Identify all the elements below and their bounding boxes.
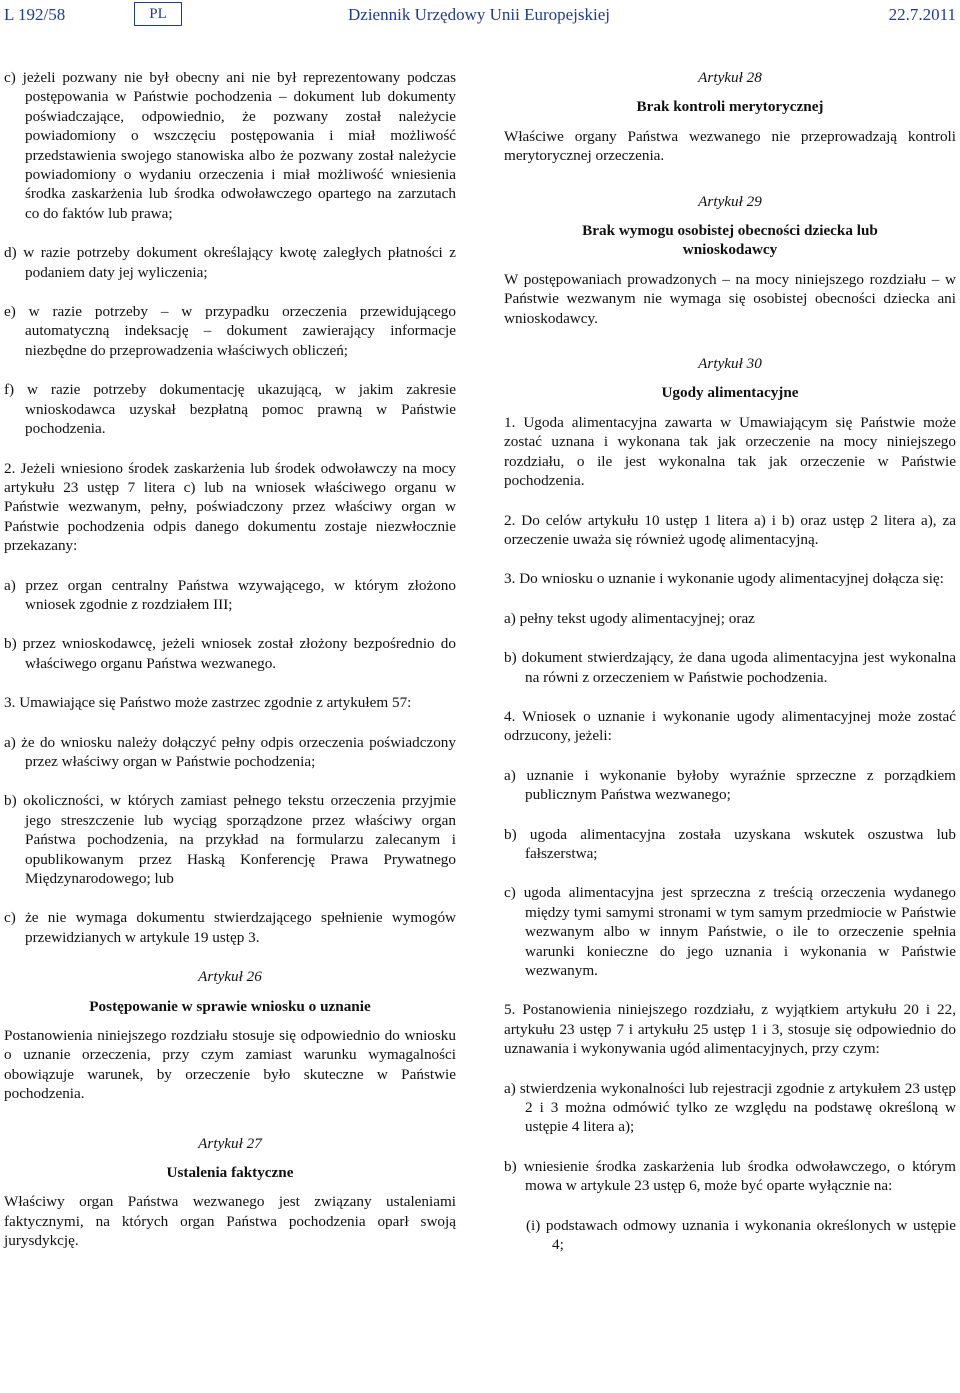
article-29-title: Brak wymogu osobistej obecności dziecka lub wnioskodawcy xyxy=(582,222,878,259)
journal-title: Dziennik Urzędowy Unii Europejskiej xyxy=(348,5,611,24)
right-paragraph-3: 3. Do wniosku o uznanie i wykonanie ugody alimentacyjnej dołącza się: xyxy=(504,570,944,588)
right-paragraph-4: 4. Wniosek o uznanie i wykonanie ugody alimentacyjnej może zostać odrzucony, jeżeli: xyxy=(504,707,956,745)
article-30-title: Ugody alimentacyjne xyxy=(661,384,799,402)
right-paragraph-3a: a) pełny tekst ugody alimentacyjnej; oraz xyxy=(504,609,755,627)
left-paragraph-2: 2. Jeżeli wniesiono środek zaskarżenia lub środek odwoławczy na mocy artykułu 23 ustęp 7 litera c) lub na wniosek właściwego organu w Państwie wezwanym, pełny, poświadczony przez właściwy organ w Państwie pochodzenia odpis danego dokumentu zostaje niezwłocznie przekazany: xyxy=(4,459,456,555)
left-paragraph-2a: a) przez organ centralny Państwa wzywającego, w którym złożono wniosek zgodnie z rozdziałem III; xyxy=(4,576,456,613)
article-26-heading: Artykuł 26 xyxy=(198,968,262,986)
article-26-title: Postępowanie w sprawie wniosku o uznanie xyxy=(89,997,371,1015)
article-27-title: Ustalenia faktyczne xyxy=(166,1164,294,1182)
right-paragraph-4a: a) uznanie i wykonanie byłoby wyraźnie sprzeczne z porządkiem publicznym Państwa wezwanego; xyxy=(504,766,956,804)
article-30-heading: Artykuł 30 xyxy=(698,355,762,373)
article-29-text: W postępowaniach prowadzonych – na mocy niniejszego rozdziału – w Państwie wezwanym nie wymaga się osobistej obecności dziecka ani wnioskodawcy. xyxy=(504,270,956,327)
publication-date: 22.7.2011 xyxy=(888,5,956,24)
language-badge: PL xyxy=(134,2,182,26)
article-26-text: Postanowienia niniejszego rozdziału stosuje się odpowiednio do wniosku o uznanie orzeczenia, przy czym zamiast warunku wymagalności obowiązuje warunek, by orzeczenie było skuteczne w Państwie pochodzenia. xyxy=(4,1027,456,1103)
right-paragraph-5: 5. Postanowienia niniejszego rozdziału, z wyjątkiem artykułu 20 i 22, artykułu 23 ustęp 7 i artykułu 25 ustęp 1 i 3, stosuje się odpowiednio do uznawania i wykonywania ugód alimentacyjnych, przy czym: xyxy=(504,1001,956,1058)
page-header xyxy=(0,0,960,30)
article-27-heading: Artykuł 27 xyxy=(198,1134,262,1152)
left-paragraph-3c: c) że nie wymaga dokumentu stwierdzającego spełnienie wymogów przewidzianych w artykule 19 ustęp 3. xyxy=(4,909,456,946)
left-paragraph-2b: b) przez wnioskodawcę, jeżeli wniosek został złożony bezpośrednio do właściwego organu Państwa wezwanego. xyxy=(4,635,456,672)
left-item-d: d) w razie potrzeby dokument określający kwotę zaległych płatności z podaniem daty jej wyliczenia; xyxy=(4,244,456,281)
left-item-c: c) jeżeli pozwany nie był obecny ani nie był reprezentowany podczas postępowania w Państwie pochodzenia – dokument lub dokumenty poświadczające, odpowiednio, że pozwany został należycie powiadomiony o wszczęciu postępowania i miał możliwość przedstawienia swojego stanowiska albo że pozwany został należycie powiadomiony o wydaniu orzeczenia i miał możliwość wniesienia środka zaskarżenia lub środka odwoławczego opartego na zarzutach co do faktów lub prawa; xyxy=(4,69,456,222)
right-paragraph-4c: c) ugoda alimentacyjna jest sprzeczna z treścią orzeczenia wydanego między tymi samymi stronami w tym samym przedmiocie w Państwie wezwanym albo w innym Państwie, o ile to orzeczenie spełnia warunki konieczne do jego uznania i wykonania w Państwie wezwanym. xyxy=(504,884,956,979)
left-paragraph-3a: a) że do wniosku należy dołączyć pełny odpis orzeczenia poświadczony przez właściwy organ w Państwie pochodzenia; xyxy=(4,733,456,770)
right-paragraph-1: 1. Ugoda alimentacyjna zawarta w Umawiającym się Państwie może zostać uznana i wykonana tak jak orzeczenie na mocy niniejszego rozdziału, o ile jest wykonalna tak jak orzeczenie w Państwie pochodzenia. xyxy=(504,413,956,490)
right-paragraph-3b: b) dokument stwierdzający, że dana ugoda alimentacyjna jest wykonalna na równi z orzeczeniem w Państwie pochodzenia. xyxy=(504,649,956,686)
article-27-text: Właściwy organ Państwa wezwanego jest związany ustaleniami faktycznymi, na których organ Państwa pochodzenia oparł swoją jurysdykcję. xyxy=(4,1193,456,1250)
right-paragraph-5a: a) stwierdzenia wykonalności lub rejestracji zgodnie z artykułem 23 ustęp 2 i 3 można odmówić tylko ze względu na podstawę określoną w ustępie 4 litera a); xyxy=(504,1079,956,1136)
article-28-title: Brak kontroli merytorycznej xyxy=(636,98,824,116)
left-item-f: f) w razie potrzeby dokumentację ukazującą, w jakim zakresie wnioskodawca uzyskał bezpłatną pomoc prawną w Państwie pochodzenia. xyxy=(4,381,456,438)
left-column xyxy=(4,68,456,1251)
right-paragraph-5b: b) wniesienie środka zaskarżenia lub środka odwoławczego, o którym mowa w artykule 23 ustęp 6, może być oparte wyłącznie na: xyxy=(504,1157,956,1195)
article-28-heading: Artykuł 28 xyxy=(698,69,762,86)
right-column xyxy=(504,68,956,1254)
page-reference: L 192/58 xyxy=(4,5,66,24)
article-28-text: Właściwe organy Państwa wezwanego nie przeprowadzają kontroli merytorycznej orzeczenia. xyxy=(504,127,956,165)
right-paragraph-5b-i: (i) podstawach odmowy uznania i wykonania określonych w ustępie 4; xyxy=(526,1216,956,1254)
left-paragraph-3: 3. Umawiające się Państwo może zastrzec zgodnie z artykułem 57: xyxy=(4,694,412,712)
left-item-e: e) w razie potrzeby – w przypadku orzeczenia przewidującego automatyczną indeksację – dokument zawierający informacje niezbędne do przeprowadzenia właściwych obliczeń; xyxy=(4,303,456,359)
right-paragraph-4b: b) ugoda alimentacyjna została uzyskana wskutek oszustwa lub fałszerstwa; xyxy=(504,825,956,862)
left-paragraph-3b: b) okoliczności, w których zamiast pełnego tekstu orzeczenia przyjmie jego streszczenie lub wyciąg sporządzone przez właściwy organ Państwa pochodzenia, na przykład na formularzu zalecanym i opublikowanym przez Haską Konferencję Prawa Prywatnego Międzynarodowego; lub xyxy=(4,792,456,887)
right-paragraph-2: 2. Do celów artykułu 10 ustęp 1 litera a) i b) oraz ustęp 2 litera a), za orzeczenie uważa się również ugodę alimentacyjną. xyxy=(504,511,956,548)
article-29-heading: Artykuł 29 xyxy=(698,192,762,210)
